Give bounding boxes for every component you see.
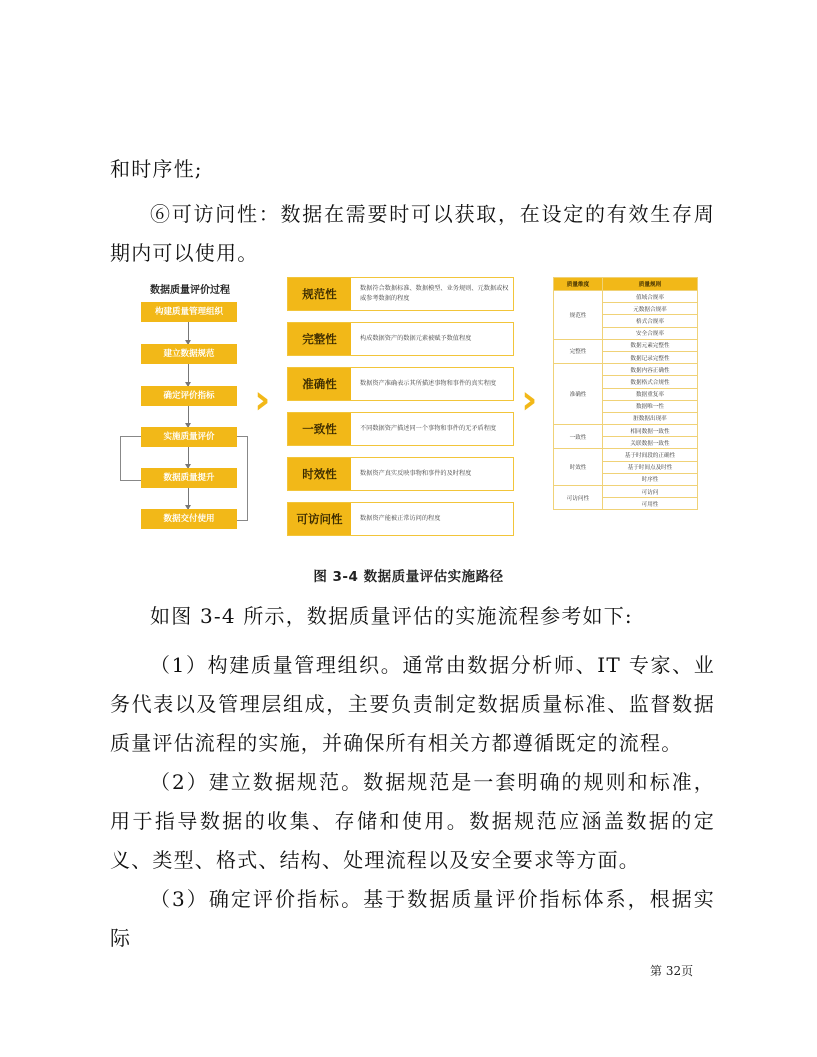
table-cell-rule: 可访问 <box>603 486 698 498</box>
quality-rules-table <box>553 277 698 510</box>
process-step: 数据交付使用 <box>141 509 237 529</box>
arrow-down-icon <box>188 364 189 386</box>
table-cell-rule: 基于时间点及时性 <box>603 461 698 473</box>
chevron-right-icon: › <box>254 377 271 423</box>
paragraph-5: （2）建立数据规范。数据规范是一套明确的规则和标准，用于指导数据的收集、存储和使用。数据规范应涵盖数据的定义、类型、格式、结构、处理流程以及安全要求等方面。 <box>110 770 715 872</box>
figure-3-4 <box>130 275 702 537</box>
paragraph-6: （3）确定评价指标。基于数据质量评价指标体系，根据实际 <box>110 887 715 950</box>
attribute-description: 数据符合数据标准、数据模型、业务规则、元数据或权威参考数据的程度 <box>360 285 509 302</box>
quality-attribute-box <box>287 457 514 491</box>
chevron-right-icon: › <box>521 377 538 423</box>
process-step: 构建质量管理组织 <box>141 302 237 322</box>
table-cell-rule: 可用性 <box>603 498 698 510</box>
paragraph-2: ⑥可访问性：数据在需要时可以获取，在设定的有效生存周期内可以使用。 <box>110 202 715 265</box>
page-number: 第 32页 <box>650 964 694 978</box>
table-cell-rule: 数据记录完整性 <box>603 351 698 363</box>
paragraph-3: 如图 3-4 所示，数据质量评估的实施流程参考如下: <box>150 604 633 628</box>
table-cell-rule: 数据元素完整性 <box>603 339 698 351</box>
attribute-name: 时效性 <box>288 458 351 490</box>
process-step: 实施质量评价 <box>141 427 237 447</box>
attribute-description: 数据资产能被正常访问的程度 <box>360 515 441 522</box>
quality-attribute-box <box>287 502 514 536</box>
table-cell-dimension: 准确性 <box>554 364 603 425</box>
table-cell-rule: 脏数据出现率 <box>603 412 698 424</box>
attribute-description: 构成数据资产的数据元素被赋予数值程度 <box>360 335 472 342</box>
table-cell-rule: 格式合规率 <box>603 315 698 327</box>
table-cell-rule: 数据唯一性 <box>603 400 698 412</box>
paragraph-4: （1）构建质量管理组织。通常由数据分析师、IT 专家、业务代表以及管理层组成，主要负责制定数据质量标准、监督数据质量评估流程的实施，并确保所有相关方都遵循既定的流程。 <box>110 653 715 755</box>
quality-attribute-box <box>287 322 514 356</box>
table-cell-rule: 关联数据一致性 <box>603 437 698 449</box>
table-cell-rule: 元数据合规率 <box>603 303 698 315</box>
arrow-down-icon <box>188 447 189 468</box>
table-cell-dimension: 可访问性 <box>554 486 603 510</box>
quality-attribute-box <box>287 277 514 311</box>
attribute-description: 数据资产真实反映事物和事件的及时程度 <box>360 470 472 477</box>
table-cell-rule: 数据重复率 <box>603 388 698 400</box>
process-title: 数据质量评价过程 <box>150 285 230 296</box>
table-cell-rule: 数据格式合规性 <box>603 376 698 388</box>
paragraph-1: 和时序性; <box>110 157 203 181</box>
table-row <box>554 425 698 437</box>
table-header-rule: 质量规则 <box>603 278 698 291</box>
quality-attribute-box <box>287 367 514 401</box>
arrow-down-icon <box>188 322 189 344</box>
table-cell-dimension: 完整性 <box>554 339 603 363</box>
table-cell-dimension: 一致性 <box>554 425 603 449</box>
table-row <box>554 291 698 303</box>
process-step: 确定评价指标 <box>141 386 237 406</box>
table-cell-rule: 值域合规率 <box>603 291 698 303</box>
loop-back-right <box>237 436 248 521</box>
attribute-description: 不同数据资产描述同一个事物和事件的无矛盾程度 <box>360 425 497 432</box>
attribute-name: 可访问性 <box>288 503 351 535</box>
attribute-description: 数据资产准确表示其所描述事物和事件的真实程度 <box>360 380 497 387</box>
table-cell-dimension: 时效性 <box>554 449 603 486</box>
table-cell-dimension: 规范性 <box>554 291 603 340</box>
process-step: 数据质量提升 <box>141 468 237 488</box>
table-row <box>554 449 698 461</box>
table-cell-rule: 安全合规率 <box>603 327 698 339</box>
table-row <box>554 339 698 351</box>
table-cell-rule: 数据内容正确性 <box>603 364 698 376</box>
quality-attribute-box <box>287 412 514 446</box>
arrow-down-icon <box>188 488 189 509</box>
table-cell-rule: 相同数据一致性 <box>603 425 698 437</box>
attribute-name: 一致性 <box>288 413 351 445</box>
table-row <box>554 486 698 498</box>
table-row <box>554 364 698 376</box>
loop-back-left <box>120 436 141 481</box>
table-cell-rule: 时序性 <box>603 473 698 485</box>
attribute-name: 准确性 <box>288 368 351 400</box>
attribute-name: 完整性 <box>288 323 351 355</box>
process-step: 建立数据规范 <box>141 344 237 364</box>
table-header-dimension: 质量维度 <box>554 278 603 291</box>
figure-caption: 图 3-4 数据质量评估实施路径 <box>313 569 504 585</box>
attribute-name: 规范性 <box>288 278 351 310</box>
table-cell-rule: 基于时间段的正确性 <box>603 449 698 461</box>
arrow-down-icon <box>188 406 189 427</box>
